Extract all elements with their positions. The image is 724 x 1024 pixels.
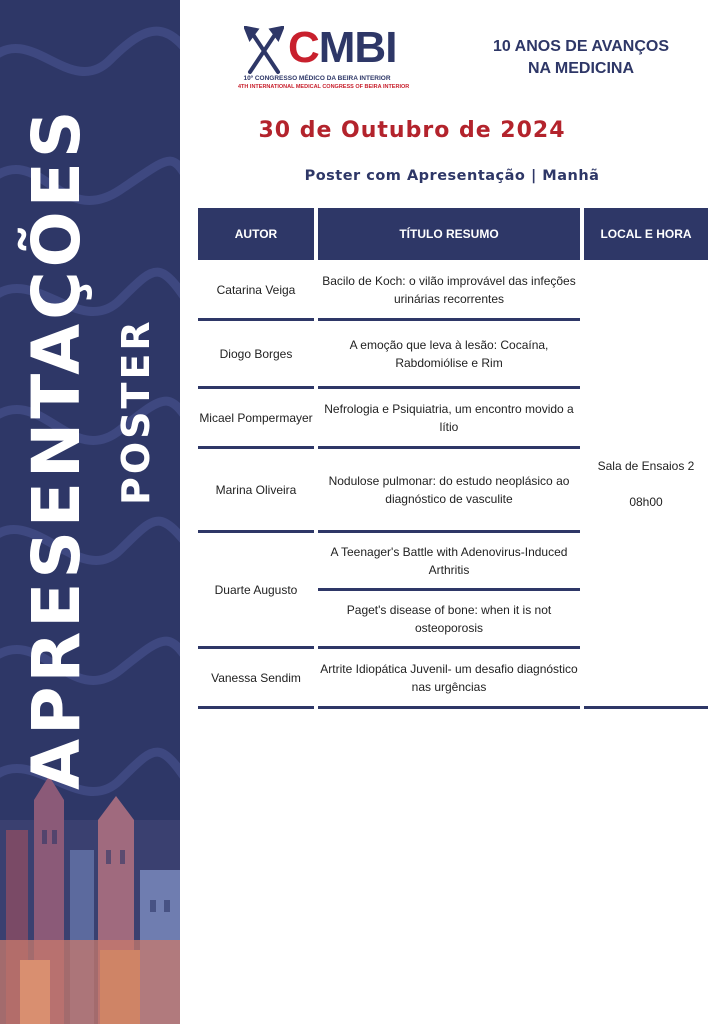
row-divider <box>318 318 580 321</box>
event-date: 30 de Outubro de 2024 <box>258 118 566 143</box>
time-text: 08h00 <box>629 495 663 509</box>
title-cell: Paget's disease of bone: when it is not osteoporosis <box>346 603 552 635</box>
location-text: Sala de Ensaios 2 <box>597 459 695 473</box>
row-divider <box>198 446 314 449</box>
author-cell: Vanessa Sendim <box>211 671 301 685</box>
row-divider <box>198 646 314 649</box>
row-divider <box>318 706 580 709</box>
tagline: 10 ANOS DE AVANÇOS NA MEDICINA <box>492 38 670 77</box>
row-divider <box>198 318 314 321</box>
header-autor: AUTOR <box>198 208 314 260</box>
author-cell: Marina Oliveira <box>215 483 297 497</box>
logo-line-1: 10º CONGRESSO MÉDICO DA BEIRA INTERIOR <box>243 75 391 82</box>
crossed-arrows-icon <box>244 26 284 76</box>
author-cell: Duarte Augusto <box>214 583 298 597</box>
title-cell: Artrite Idiopática Juvenil- um desafio diagnóstico nas urgências <box>320 662 578 694</box>
sidebar-banner <box>0 0 180 1024</box>
row-divider <box>584 706 708 709</box>
row-divider <box>198 530 314 533</box>
row-divider <box>318 530 580 533</box>
author-cell: Micael Pompermayer <box>199 411 313 425</box>
header-local: LOCAL E HORA <box>584 208 708 260</box>
title-cell: Bacilo de Koch: o vilão improvável das infeções urinárias recorrentes <box>322 274 576 306</box>
logo-acronym: CMBI <box>288 23 397 72</box>
header-titulo: TÍTULO RESUMO <box>318 208 580 260</box>
session-subtitle: Poster com Apresentação | Manhã <box>304 168 600 184</box>
title-cell: A Teenager's Battle with Adenovirus-Induced Arthritis <box>330 545 568 577</box>
author-cell: Diogo Borges <box>219 347 293 361</box>
location-time-cell <box>584 262 708 706</box>
sidebar-title: APRESENTAÇÕES <box>18 106 95 790</box>
row-divider <box>318 446 580 449</box>
row-divider <box>318 386 580 389</box>
title-cell: A emoção que leva à lesão: Cocaína, Rabdomiólise e Rim <box>349 338 549 370</box>
title-cell: Nefrologia e Psiquiatria, um encontro movido a lítio <box>324 402 574 434</box>
logo-line-2: 4TH INTERNATIONAL MEDICAL CONGRESS OF BEIRA INTERIOR <box>238 84 410 90</box>
sidebar-subtitle: POSTER <box>114 318 158 505</box>
row-divider <box>318 646 580 649</box>
cmbi-logo <box>236 23 410 94</box>
author-cell: Catarina Veiga <box>216 283 296 297</box>
row-divider <box>198 386 314 389</box>
title-cell: Nodulose pulmonar: do estudo neoplásico ao diagnóstico de vasculite <box>328 474 570 506</box>
row-divider <box>318 588 580 591</box>
row-divider <box>198 706 314 709</box>
